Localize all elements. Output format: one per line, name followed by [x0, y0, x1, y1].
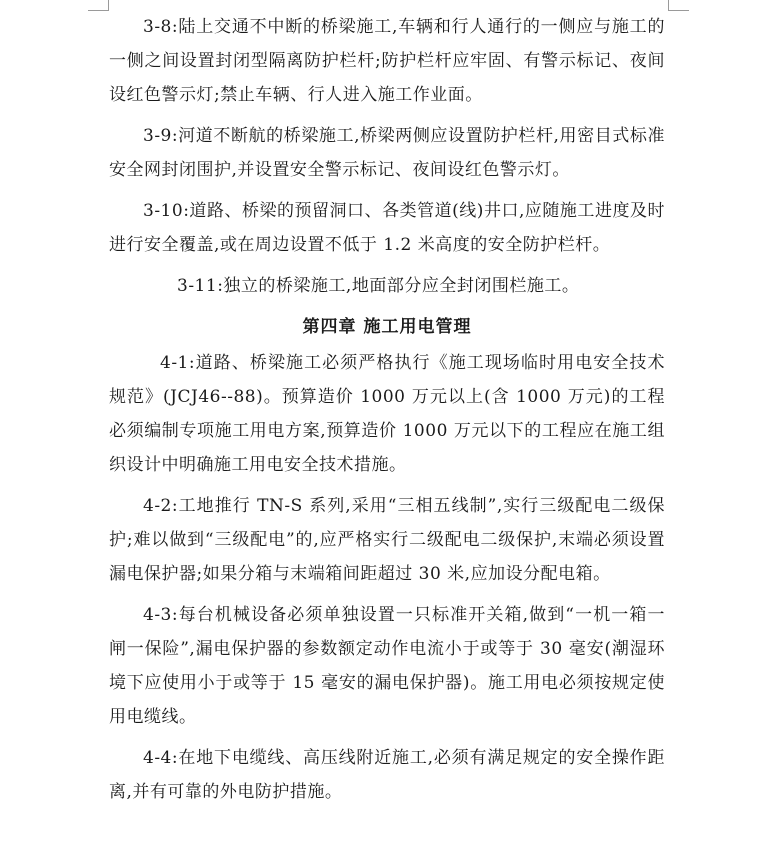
- chapter-heading: 第四章 施工用电管理: [302, 317, 472, 337]
- paragraph-3-10: 3-10:道路、桥梁的预留洞口、各类管道(线)井口,应随施工进度及时进行安全覆盖,或在周边设置不低于 1.2 米高度的安全防护栏杆。: [109, 201, 665, 255]
- paragraph-3-11: 3-11:独立的桥梁施工,地面部分应全封闭围栏施工。: [177, 276, 580, 296]
- paragraph-4-4: 4-4:在地下电缆线、高压线附近施工,必须有满足规定的安全操作距离,并有可靠的外电防护措施。: [109, 748, 665, 802]
- paragraph-3-9: 3-9:河道不断航的桥梁施工,桥梁两侧应设置防护栏杆,用密目式标准安全网封闭围护,并设置安全警示标记、夜间设红色警示灯。: [109, 126, 665, 180]
- page-corner-mark-left: [88, 0, 109, 11]
- document-page: [109, 10, 665, 816]
- paragraph-4-3: 4-3:每台机械设备必须单独设置一只标准开关箱,做到“一机一箱一闸一保险”,漏电保护器的参数额定动作电流小于或等于 30 毫安(潮湿环境下应使用小于或等于 15 毫安的漏电保护器)。施工用电必须按规定使用电缆线。: [109, 605, 665, 727]
- paragraph-4-2: 4-2:工地推行 TN-S 系列,采用“三相五线制”,实行三级配电二级保护;难以做到“三级配电”的,应严格实行二级配电二级保护,末端必须设置漏电保护器;如果分箱与末端箱间距超过 30 米,应加设分配电箱。: [109, 496, 665, 584]
- paragraph-4-1: 4-1:道路、桥梁施工必须严格执行《施工现场临时用电安全技术规范》(JCJ46--88)。预算造价 1000 万元以上(含 1000 万元)的工程必须编制专项施工用电方案,预算造价 1000 万元以下的工程应在施工组织设计中明确施工用电安全技术措施。: [109, 353, 665, 475]
- paragraph-3-8: 3-8:陆上交通不中断的桥梁施工,车辆和行人通行的一侧应与施工的一侧之间设置封闭型隔离防护栏杆;防护栏杆应牢固、有警示标记、夜间设红色警示灯;禁止车辆、行人进入施工作业面。: [109, 17, 665, 105]
- page-corner-mark-right: [668, 0, 689, 11]
